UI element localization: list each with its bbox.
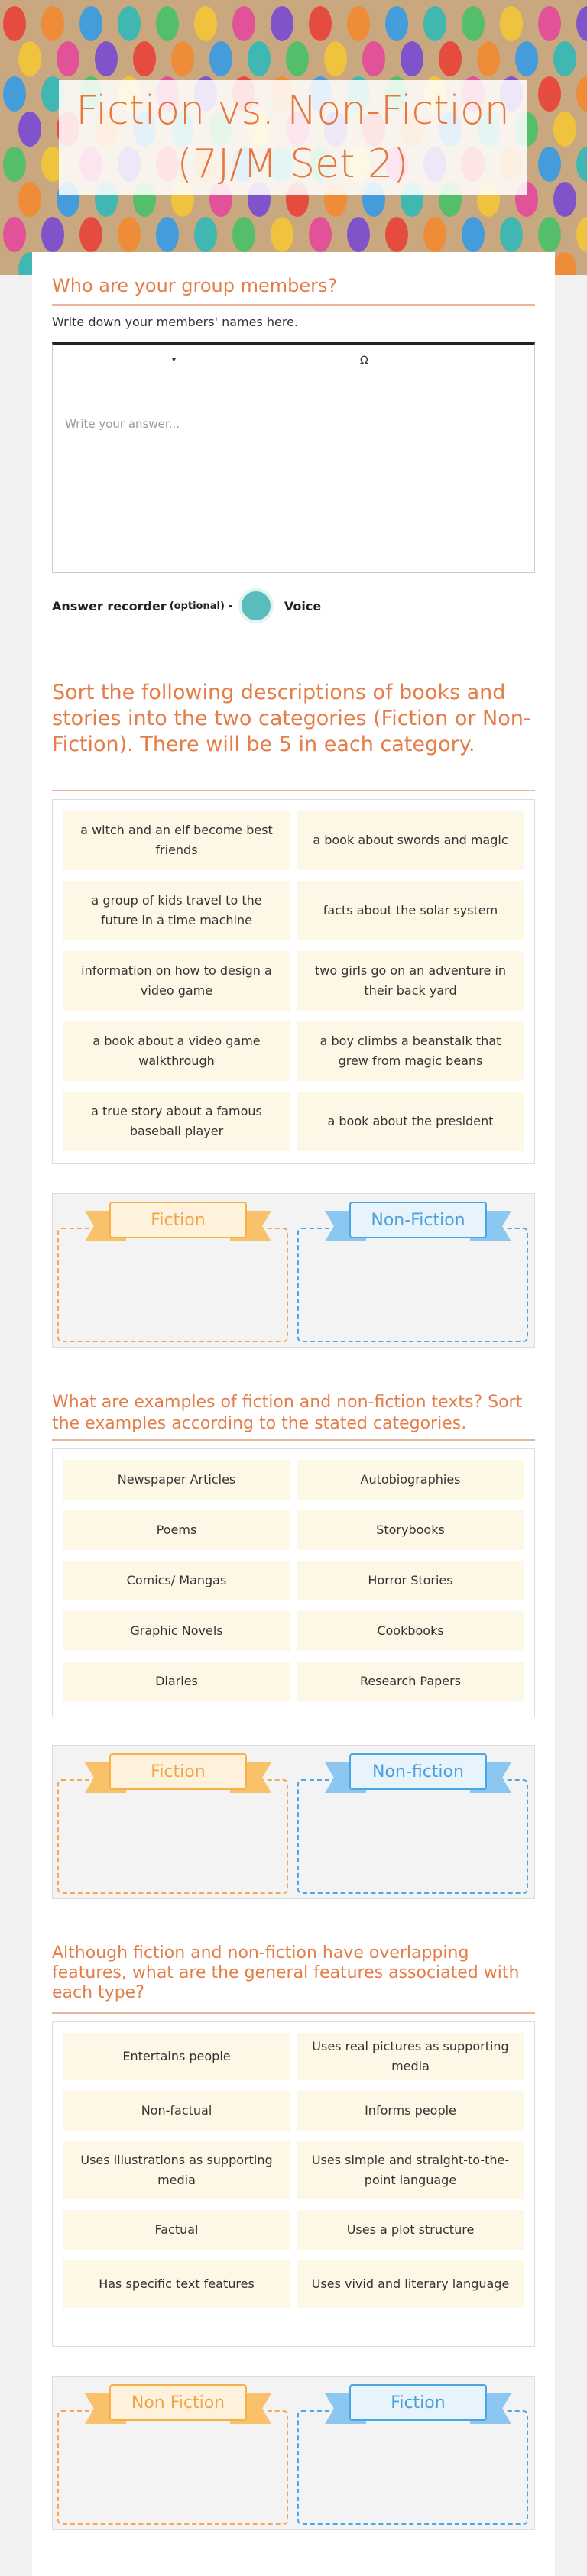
answer-input[interactable]: Write your answer... (65, 417, 180, 431)
decorative-dot (118, 6, 141, 41)
question-1-prompt: Write down your members' names here. (52, 315, 298, 329)
category-label: Fiction (109, 1753, 247, 1790)
draggable-card[interactable]: Factual (63, 2210, 290, 2250)
decorative-dot (324, 41, 347, 76)
decorative-dot (576, 76, 587, 112)
decorative-dot (79, 217, 102, 252)
draggable-card[interactable]: Storybooks (297, 1510, 524, 1550)
draggable-card[interactable]: facts about the solar system (297, 881, 524, 940)
decorative-dot (576, 217, 587, 252)
draggable-card[interactable]: Entertains people (63, 2033, 290, 2080)
question-3-card-grid (52, 1448, 535, 1717)
decorative-dot (156, 6, 179, 41)
decorative-dot (248, 41, 271, 76)
editor-toolbar (53, 345, 534, 406)
decorative-dot (385, 6, 408, 41)
draggable-card[interactable]: a book about swords and magic (297, 811, 524, 870)
question-3-title: What are examples of fiction and non-fiction texts? Sort the examples according to the stated categories. (52, 1393, 523, 1433)
draggable-card[interactable]: Graphic Novels (63, 1611, 290, 1651)
decorative-dot (362, 41, 385, 76)
decorative-dot (462, 217, 485, 252)
question-2-divider (52, 790, 535, 791)
decorative-dot (232, 6, 255, 41)
answer-box (52, 342, 535, 573)
decorative-dot (309, 217, 332, 252)
decorative-dot (553, 252, 576, 275)
question-2-category-zone (52, 1193, 535, 1348)
question-3-category-zone (52, 1745, 535, 1899)
category-label: Non-fiction (349, 1753, 487, 1790)
draggable-card[interactable]: two girls go on an adventure in their back yard (297, 951, 524, 1011)
decorative-dot (271, 217, 294, 252)
draggable-card[interactable]: Uses real pictures as supporting media (297, 2033, 524, 2080)
decorative-dot (3, 217, 26, 252)
category-drop-zone[interactable] (297, 1228, 528, 1342)
draggable-card[interactable]: a group of kids travel to the future in a time machine (63, 881, 290, 940)
decorative-dot (156, 217, 179, 252)
dropdown-caret-icon[interactable]: ▾ (172, 356, 177, 364)
decorative-dot (553, 41, 576, 76)
decorative-dot (41, 217, 64, 252)
draggable-card[interactable]: Uses vivid and literary language (297, 2260, 524, 2308)
decorative-dot (18, 182, 41, 217)
decorative-dot (3, 76, 26, 112)
decorative-dot (171, 41, 194, 76)
decorative-dot (232, 217, 255, 252)
question-1-title: Who are your group members? (52, 275, 338, 296)
decorative-dot (347, 6, 370, 41)
decorative-dot (118, 217, 141, 252)
special-characters-icon[interactable]: Ω (360, 354, 368, 367)
category-label: Fiction (349, 2384, 487, 2421)
question-3-divider (52, 1439, 535, 1441)
decorative-dot (79, 6, 102, 41)
category-ribbon (85, 2384, 271, 2421)
decorative-dot (18, 112, 41, 147)
decorative-dot (57, 41, 79, 76)
decorative-dot (401, 41, 423, 76)
draggable-card[interactable]: Uses illustrations as supporting media (63, 2141, 290, 2199)
decorative-dot (576, 147, 587, 182)
draggable-card[interactable]: Uses a plot structure (297, 2210, 524, 2250)
decorative-dot (194, 6, 217, 41)
draggable-card[interactable]: a book about a video game walkthrough (63, 1021, 290, 1081)
decorative-dot (462, 6, 485, 41)
decorative-dot (209, 41, 232, 76)
decorative-dot (271, 6, 294, 41)
category-label: Non Fiction (109, 2384, 247, 2421)
category-drop-zone[interactable] (57, 1779, 288, 1894)
draggable-card[interactable]: Autobiographies (297, 1460, 524, 1500)
draggable-card[interactable]: a boy climbs a beanstalk that grew from magic beans (297, 1021, 524, 1081)
decorative-dot (133, 41, 156, 76)
category-label: Fiction (109, 1202, 247, 1238)
decorative-dot (286, 41, 309, 76)
draggable-card[interactable]: Horror Stories (297, 1561, 524, 1600)
category-drop-zone[interactable] (57, 2410, 288, 2525)
question-1-divider (52, 304, 535, 306)
decorative-dot (347, 217, 370, 252)
question-2-card-grid (52, 799, 535, 1164)
decorative-dot (385, 217, 408, 252)
question-4-divider (52, 2012, 535, 2014)
recorder-label: Answer recorder (52, 598, 167, 613)
decorative-dot (423, 217, 446, 252)
question-4-card-grid (52, 2021, 535, 2347)
category-drop-zone[interactable] (297, 1779, 528, 1894)
draggable-card[interactable]: information on how to design a video game (63, 951, 290, 1011)
category-ribbon (325, 1202, 511, 1238)
decorative-dot (18, 41, 41, 76)
decorative-dot (477, 41, 500, 76)
decorative-dot (553, 182, 576, 217)
category-drop-zone[interactable] (57, 1228, 288, 1342)
category-ribbon (85, 1202, 271, 1238)
question-4-category-zone (52, 2376, 535, 2530)
voice-record-button[interactable] (238, 588, 274, 623)
decorative-dot (515, 41, 538, 76)
voice-label: Voice (284, 598, 322, 613)
decorative-dot (538, 147, 561, 182)
draggable-card[interactable]: Non-factual (63, 2091, 290, 2131)
question-4-title: Although fiction and non-fiction have overlapping features, what are the general features associated with each type? (52, 1943, 520, 2002)
decorative-dot (3, 6, 26, 41)
decorative-dot (194, 217, 217, 252)
draggable-card[interactable]: Research Papers (297, 1662, 524, 1701)
hero-banner (0, 0, 587, 275)
answer-recorder (52, 587, 321, 625)
decorative-dot (309, 6, 332, 41)
draggable-card[interactable]: Comics/ Mangas (63, 1561, 290, 1600)
decorative-dot (576, 6, 587, 41)
draggable-card[interactable]: Cookbooks (297, 1611, 524, 1651)
page-title: Fiction vs. Non-Fiction (7J/M Set 2) (76, 88, 510, 187)
draggable-card[interactable]: a witch and an elf become best friends (63, 811, 290, 870)
decorative-dot (538, 217, 561, 252)
draggable-card[interactable]: Diaries (63, 1662, 290, 1701)
draggable-card[interactable]: Newspaper Articles (63, 1460, 290, 1500)
decorative-dot (500, 217, 523, 252)
decorative-dot (439, 41, 462, 76)
decorative-dot (41, 6, 64, 41)
draggable-card[interactable]: Poems (63, 1510, 290, 1550)
decorative-dot (423, 6, 446, 41)
draggable-card[interactable]: Has specific text features (63, 2260, 290, 2308)
draggable-card[interactable]: a true story about a famous baseball player (63, 1092, 290, 1151)
decorative-dot (553, 112, 576, 147)
category-label: Non-Fiction (349, 1202, 487, 1238)
decorative-dot (538, 76, 561, 112)
draggable-card[interactable]: Uses simple and straight-to-the-point language (297, 2141, 524, 2199)
decorative-dot (3, 147, 26, 182)
decorative-dot (500, 6, 523, 41)
hero-title-box (59, 80, 527, 195)
category-ribbon (325, 1753, 511, 1790)
draggable-card[interactable]: Informs people (297, 2091, 524, 2131)
category-drop-zone[interactable] (297, 2410, 528, 2525)
recorder-optional-label: (optional) - (169, 600, 232, 612)
draggable-card[interactable]: a book about the president (297, 1092, 524, 1151)
category-ribbon (325, 2384, 511, 2421)
decorative-dot (95, 41, 118, 76)
category-ribbon (85, 1753, 271, 1790)
question-2-title: Sort the following descriptions of books and stories into the two categories (Fiction or Non-Fiction). There will be 5 in each category. (52, 681, 531, 756)
decorative-dot (538, 6, 561, 41)
